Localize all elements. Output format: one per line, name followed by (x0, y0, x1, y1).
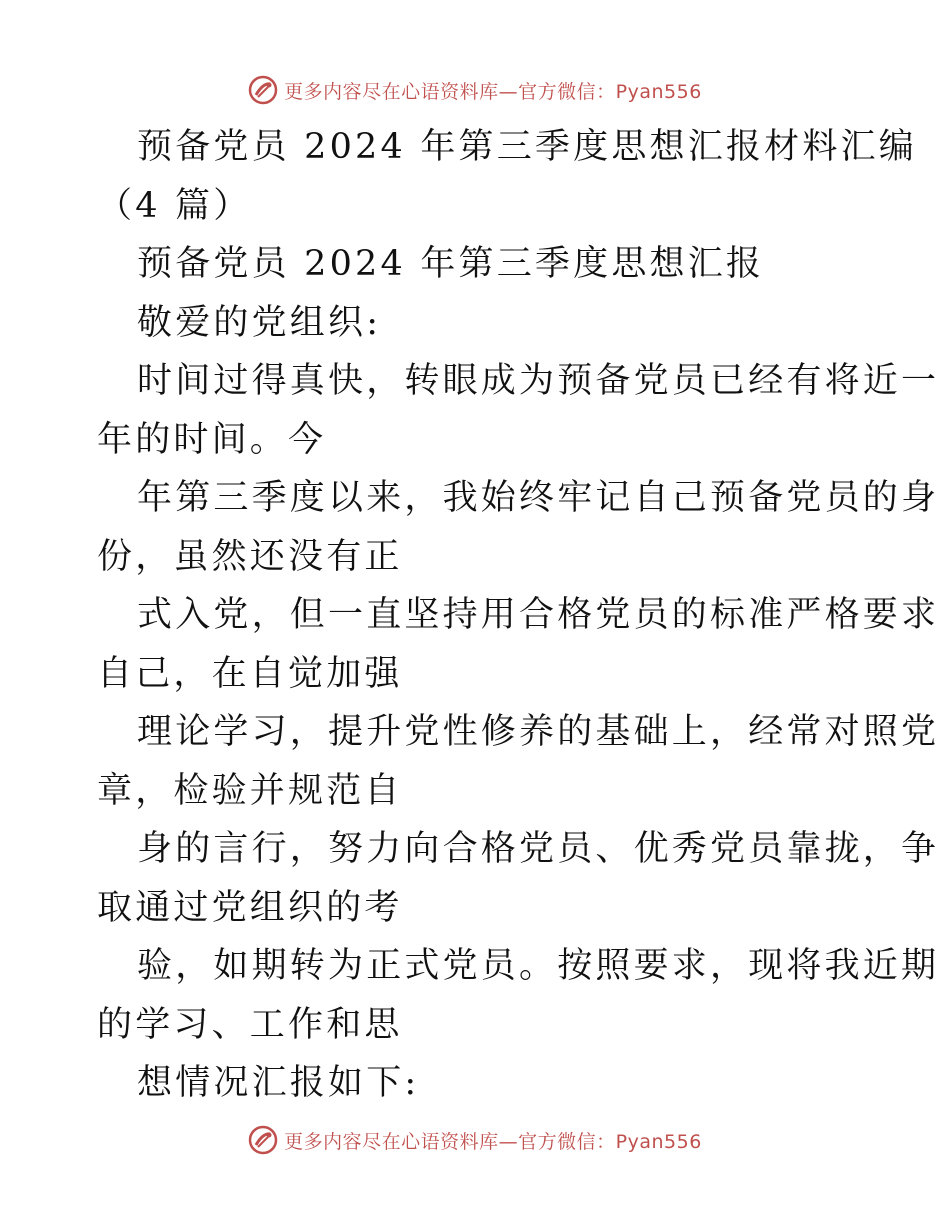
document-body (97, 118, 940, 1113)
paragraph-line: 理论学习，提升党性修养的基础上，经常对照党 (137, 712, 940, 752)
watermark-text: 更多内容尽在心语资料库—官方微信：Pyan556 (284, 1130, 702, 1153)
paragraph-line: 式入党，但一直坚持用合格党员的标准严格要求 (137, 595, 940, 635)
footer-watermark (0, 1122, 950, 1158)
doc-title-line-1: 预备党员 2024 年第三季度思想汇报材料汇编 (137, 127, 917, 167)
paragraph-line: 份，虽然还没有正 (97, 536, 403, 577)
paragraph-line: 年第三季度以来，我始终牢记自己预备党员的身 (137, 478, 940, 518)
paragraph-line: 取通过党组织的考 (97, 887, 403, 928)
paragraph-line: 自己，在自觉加强 (97, 653, 403, 694)
paragraph-line: 时间过得真快，转眼成为预备党员已经有将近一 (137, 361, 940, 401)
watermark-text: 更多内容尽在心语资料库—官方微信：Pyan556 (284, 80, 702, 103)
paragraph-line: 身的言行，努力向合格党员、优秀党员靠拢，争 (137, 829, 940, 869)
section-heading: 预备党员 2024 年第三季度思想汇报 (137, 244, 765, 284)
salutation: 敬爱的党组织: (137, 302, 382, 343)
paragraph-line: 想情况汇报如下: (137, 1063, 420, 1103)
paragraph-line: 的学习、工作和思 (97, 1004, 403, 1045)
book-quill-logo-icon (248, 75, 278, 105)
paragraph-line: 年的时间。今 (97, 419, 327, 460)
paragraph-line: 验，如期转为正式党员。按照要求，现将我近期 (137, 946, 940, 986)
book-quill-logo-icon (248, 1125, 278, 1155)
header-watermark (0, 72, 950, 108)
paragraph-line: 章，检验并规范自 (97, 770, 403, 811)
doc-title-line-2: （4 篇） (97, 185, 252, 226)
